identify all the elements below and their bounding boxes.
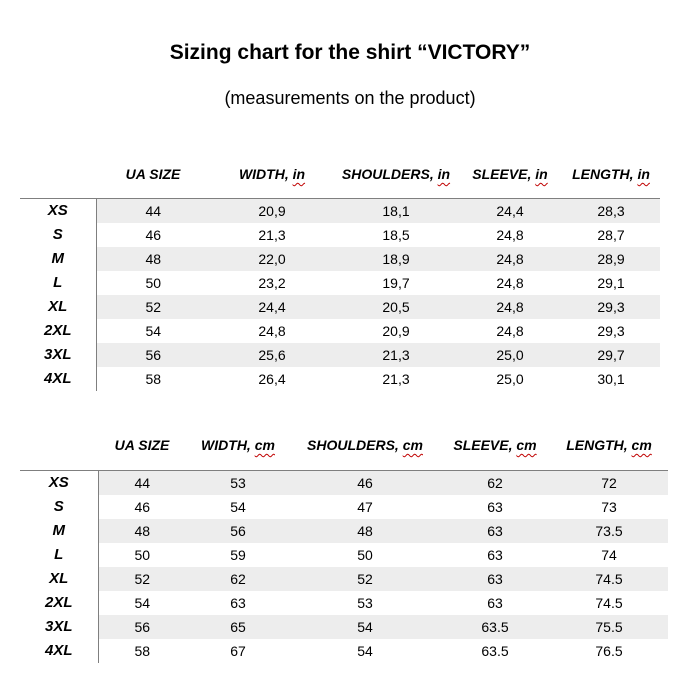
measurement-cell: 62 [440,470,550,495]
header-ua-size: UA SIZE [125,165,181,182]
table-row [20,198,660,223]
measurement-cell: 48 [290,519,440,543]
table-row [20,543,668,567]
measurement-cell: 24,4 [458,198,562,223]
measurement-cell: 24,8 [496,226,524,243]
size-label-cell: L [20,271,96,295]
table-row [20,470,668,495]
measurement-cell: 76.5 [595,642,623,659]
measurement-cell: 53 [186,470,290,495]
table-row [20,247,660,271]
measurement-cell: 22,0 [210,247,334,271]
size-label-cell: S [20,495,98,519]
measurement-cell: 46 [290,470,440,495]
measurement-cell: 72 [550,470,668,495]
table-row [20,343,660,367]
table-row [20,615,668,639]
table-row [20,591,668,615]
measurement-cell: 52 [96,295,210,319]
measurement-cell: 44 [98,470,186,495]
size-label-cell: 4XL [20,367,96,391]
measurement-cell: 54 [230,498,246,515]
measurement-cell: 52 [290,567,440,591]
measurement-cell: 74.5 [595,594,623,611]
measurement-cell: 63.5 [481,642,509,659]
table-row [20,223,660,247]
size-label-cell: 4XL [20,639,98,663]
table-row [20,295,660,319]
measurement-cell: 19,7 [382,274,410,291]
measurement-cell: 58 [145,370,162,387]
measurement-cell: 25,0 [458,343,562,367]
measurement-cell: 20,9 [210,198,334,223]
measurement-cell: 29,1 [597,274,625,291]
measurement-cell: 63 [440,567,550,591]
header-length: LENGTH, in [572,165,650,182]
measurement-cell: 62 [186,567,290,591]
measurement-cell: 30,1 [597,370,625,387]
measurement-cell: 50 [145,274,162,291]
measurement-cell: 54 [357,642,373,659]
size-label-cell: 3XL [20,343,96,367]
measurement-cell: 29,3 [562,295,660,319]
chart-title: Sizing chart for the shirt “VICTORY” [169,41,531,64]
measurement-cell: 44 [96,198,210,223]
table-row [20,495,668,519]
measurement-cell: 25,0 [496,370,524,387]
measurement-cell: 24,8 [496,274,524,291]
measurement-cell: 18,5 [382,226,410,243]
measurement-cell: 28,3 [562,198,660,223]
measurement-cell: 46 [145,226,162,243]
measurement-cell: 56 [98,615,186,639]
measurement-cell: 67 [230,642,246,659]
size-table-cm [20,420,668,663]
measurement-cell: 63 [487,498,503,515]
measurement-cell: 58 [134,642,151,659]
table-row [20,639,668,663]
table-row [20,519,668,543]
measurement-cell: 18,1 [334,198,458,223]
measurement-cell: 28,7 [597,226,625,243]
measurement-cell: 24,8 [458,295,562,319]
size-label-cell: 2XL [20,591,98,615]
measurement-cell: 63.5 [440,615,550,639]
measurement-cell: 73 [601,498,617,515]
measurement-cell: 24,8 [496,322,524,339]
size-label-cell: XL [20,567,98,591]
chart-subtitle: (measurements on the product) [224,88,476,108]
measurement-cell: 73.5 [550,519,668,543]
measurement-cell: 54 [145,322,162,339]
header-corner [20,420,98,470]
measurement-cell: 50 [134,546,151,563]
table-body-cm [20,470,668,663]
measurement-cell: 20,5 [334,295,458,319]
measurement-cell: 47 [357,498,373,515]
size-label-cell: 2XL [20,319,96,343]
measurement-cell: 63 [487,594,503,611]
measurement-cell: 24,8 [458,247,562,271]
measurement-cell: 48 [98,519,186,543]
measurement-cell: 18,9 [334,247,458,271]
table-row [20,319,660,343]
table-row [20,367,660,391]
size-label-cell: S [20,223,96,247]
measurement-cell: 53 [357,594,373,611]
table-body-inches [20,198,660,391]
measurement-cell: 52 [98,567,186,591]
header-shoulders: SHOULDERS, cm [307,436,423,453]
header-width: WIDTH, cm [201,436,275,453]
measurement-cell: 29,3 [597,322,625,339]
measurement-cell: 28,9 [562,247,660,271]
size-table-inches [20,150,660,391]
measurement-cell: 25,6 [210,343,334,367]
measurement-cell: 48 [96,247,210,271]
measurement-cell: 75.5 [550,615,668,639]
size-label-cell: M [20,247,96,271]
header-ua-size: UA SIZE [114,436,170,453]
measurement-cell: 26,4 [258,370,286,387]
size-label-cell: XL [20,295,96,319]
table-row [20,567,668,591]
header-length: LENGTH, cm [566,436,652,453]
measurement-cell: 54 [290,615,440,639]
measurement-cell: 20,9 [382,322,410,339]
measurement-cell: 56 [96,343,210,367]
measurement-cell: 46 [134,498,151,515]
measurement-cell: 24,4 [210,295,334,319]
table-row [20,271,660,295]
measurement-cell: 21,3 [382,370,410,387]
measurement-cell: 21,3 [258,226,286,243]
size-label-cell: XS [20,470,98,495]
measurement-cell: 50 [357,546,373,563]
measurement-cell: 74.5 [550,567,668,591]
measurement-cell: 29,7 [562,343,660,367]
header-sleeve: SLEEVE, cm [453,436,537,453]
measurement-cell: 63 [487,546,503,563]
size-label-cell: L [20,543,98,567]
header-corner [20,150,96,198]
size-label-cell: M [20,519,98,543]
measurement-cell: 21,3 [334,343,458,367]
header-shoulders: SHOULDERS, in [341,165,451,182]
measurement-cell: 74 [601,546,617,563]
measurement-cell: 65 [186,615,290,639]
header-width: WIDTH, in [238,165,306,182]
size-label-cell: XS [20,198,96,223]
measurement-cell: 24,8 [258,322,286,339]
measurement-cell: 63 [440,519,550,543]
measurement-cell: 56 [186,519,290,543]
measurement-cell: 59 [230,546,246,563]
size-label-cell: 3XL [20,615,98,639]
measurement-cell: 54 [134,594,151,611]
header-sleeve: SLEEVE, in [472,165,548,182]
measurement-cell: 23,2 [258,274,286,291]
measurement-cell: 63 [230,594,246,611]
